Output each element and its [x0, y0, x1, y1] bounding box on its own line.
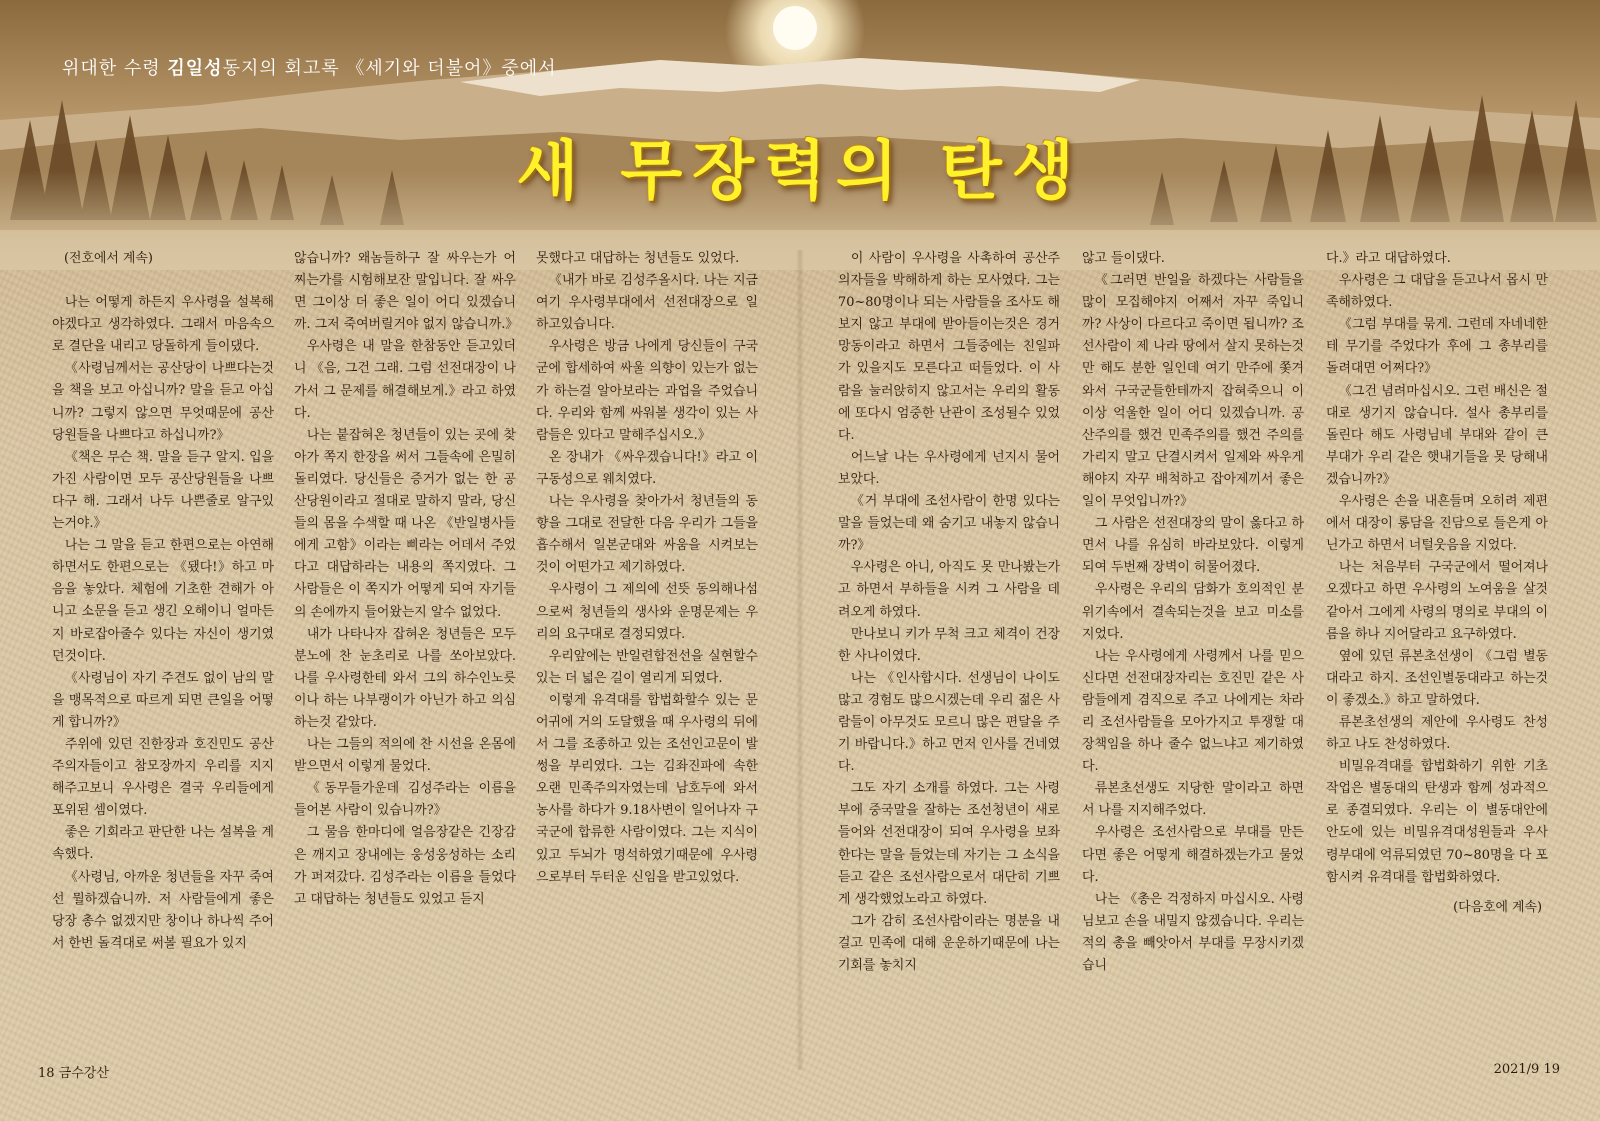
- paragraph: 《사령님이 자기 주견도 없이 남의 말을 맹목적으로 따르게 되면 큰일을 어떻게 합니까?》: [52, 670, 274, 730]
- paragraph: 우사령이 그 제의에 선뜻 동의해나섬으로써 청년들의 생사와 운명문제는 우리의 요구대로 결정되였다.: [536, 582, 758, 642]
- paragraph: 못했다고 대답하는 청년들도 있었다.: [536, 251, 740, 266]
- paragraph: 그 사람은 선전대장의 말이 옳다고 하면서 나를 유심히 바라보았다. 이렇게 되여 두번째 장벽이 허물어졌다.: [1082, 516, 1304, 576]
- paragraph: 나는 처음부터 구국군에서 떨어져나오겠다고 하면 우사령의 노여움을 살것 같아서 그에게 사령의 명의로 부대의 이름을 하나 지어달라고 요구하였다.: [1326, 560, 1548, 642]
- footer-left: [38, 1062, 109, 1081]
- text-column-5: [1082, 248, 1304, 977]
- paragraph: 이렇게 유격대를 합법화할수 있는 문어귀에 거의 도달했을 때 우사령의 뒤에서 그를 조종하고 있는 조선인고문이 발썽을 부리였다. 그는 김좌진파에 속한 오랜 민족주의자였는데 남호두에 와서 농사를 하다가 9.18사변이 일어나자 구국군에 합류한 사람이였다. 그는 지식이 있고 두뇌가 명석하였기때문에 우사령으로부터 두터운 신임을 받고있었다.: [536, 692, 758, 885]
- subtitle-name: 김일성: [167, 58, 223, 79]
- paragraph: 주위에 있던 진한장과 호진민도 공산주의자들이고 참모장까지 우리를 지지해주고보니 우사령은 결국 우리들에게 포위된 셈이였다.: [52, 736, 274, 819]
- paragraph: 《책은 무슨 책. 말을 듣구 알지. 입을 가진 사람이면 모두 공산당원들을 나쁘다구 해. 그래서 나두 나쁜줄로 알구있는거야.》: [52, 449, 274, 532]
- footer-right: [1494, 1062, 1560, 1077]
- paragraph: 《거 부대에 조선사람이 한명 있다는 말을 들었는데 왜 숨기고 내놓지 않습니까?》: [838, 494, 1060, 554]
- paragraph: 《그럼 부대를 묶게. 그런데 자네네한테 무기를 주었다가 후에 그 총부리를 돌려대면 어쩌다?》: [1326, 317, 1548, 377]
- paragraph: 류본초선생도 지당한 말이라고 하면서 나를 지지해주었다.: [1082, 781, 1304, 819]
- paragraph: 《사령님께서는 공산당이 나쁘다는것을 책을 보고 아십니까? 말을 듣고 아십니까? 그렇지 않으면 무엇때문에 공산당원들을 나쁘다고 하십니까?》: [52, 361, 274, 443]
- paragraph: 나는 어떻게 하든지 우사령을 설복해야겠다고 생각하였다. 그래서 마음속으로 결단을 내리고 당돌하게 들이댔다.: [52, 295, 274, 355]
- continuation-note: (전호에서 계속): [64, 251, 153, 266]
- paragraph: 우사령은 방금 나에게 당신들이 구국군에 합세하여 싸울 의향이 있는가 없는가 하는걸 알아보라는 과업을 주었습니다. 우리와 함께 싸워볼 생각이 있는 사람들은 있다고 말해주십시오.》: [536, 339, 758, 443]
- paragraph: 나는 그 말을 듣고 한편으로는 아연해하면서도 한편으로는 《됐다!》하고 마음을 놓았다. 체험에 기초한 견해가 아니고 소문을 듣고 생긴 오해이니 얼마든지 바로잡아줄수 있다는 자신이 생기였던것이다.: [52, 538, 274, 664]
- paragraph: 류본초선생의 제안에 우사령도 찬성하고 나도 찬성하였다.: [1326, 714, 1548, 753]
- paragraph: 《사령님, 아까운 청년들을 자꾸 죽여선 뭘하겠습니까. 저 사람들에게 좋은 당장 총수 없겠지만 창이나 하나씩 주어서 한번 돌격대로 써볼 필요가 있지: [52, 869, 274, 951]
- memoir-subtitle: [62, 54, 557, 80]
- text-column-4: [838, 248, 1060, 977]
- paragraph: 우리앞에는 반일련합전선을 실현할수 있는 더 넓은 길이 열리게 되였다.: [536, 648, 758, 686]
- paragraph: 우사령은 조선사람으로 부대를 만든다면 좋은 어떻게 해결하겠는가고 물었다.: [1082, 825, 1304, 885]
- paragraph: 온 장내가 《싸우겠습니다!》라고 이구동성으로 웨치였다.: [536, 449, 758, 487]
- issue-date: 2021/9: [1493, 1062, 1540, 1077]
- paragraph: 그도 자기 소개를 하였다. 그는 사령부에 중국말을 잘하는 조선청년이 새로 들어와 선전대장이 되여 우사령을 보좌한다는 말을 들었는데 자기는 그 소식을 듣고 같은 조선사람으로서 대단히 기쁘게 생각했었노라고 하였다.: [838, 781, 1060, 907]
- paragraph: 《내가 바로 김성주올시다. 나는 지금 여기 우사령부대에서 선전대장으로 일하고있습니다.: [536, 273, 758, 333]
- paragraph: 그가 감히 조선사람이라는 명분을 내걸고 민족에 대해 운운하기때문에 나는 기회를 놓치지: [838, 913, 1060, 973]
- article-title: 새 무장력의 탄생: [516, 135, 1084, 209]
- page-number-right: 19: [1543, 1062, 1560, 1077]
- paragraph: 우사령은 아니, 아직도 못 만나봤는가고 하면서 부하들을 시켜 그 사람을 데려오게 하였다.: [838, 560, 1060, 620]
- page-number-left: 18: [38, 1066, 55, 1081]
- page-gutter: [796, 250, 804, 1070]
- paragraph: 나는 그들의 적의에 찬 시선을 온몸에 받으면서 이렇게 물었다.: [294, 737, 516, 775]
- paragraph: 《동무들가운데 김성주라는 이름을 들어본 사람이 있습니까?》: [294, 781, 516, 819]
- paragraph: 좋은 기회라고 판단한 나는 설복을 계속했다.: [52, 825, 274, 863]
- paragraph: 어느날 나는 우사령에게 넌지시 물어보았다.: [838, 449, 1060, 487]
- text-column-1: [52, 248, 274, 955]
- paragraph: 우사령은 내 말을 한참동안 듣고있더니 《음, 그건 그래. 그럼 선전대장이 나가서 그 문제를 해결해보게.》라고 하였다.: [294, 339, 516, 421]
- magazine-name: 금수강산: [58, 1066, 109, 1081]
- paragraph: 비밀유격대를 합법화하기 위한 기초작업은 별동대의 탄생과 함께 성과적으로 종결되였다. 우리는 이 별동대안에 안도에 있는 비밀유격대성원들과 우사령부대에 억류되였던 70~80명을 다 포함시켜 유격대를 합법화하였다.: [1326, 759, 1548, 885]
- subtitle-suffix: 동지의 회고록 《세기와 더불어》중에서: [222, 58, 557, 79]
- paragraph: 우사령은 그 대답을 듣고나서 몹시 만족해하였다.: [1326, 273, 1548, 311]
- paragraph: 《그건 념려마십시오. 그런 배신은 절대로 생기지 않습니다. 설사 총부리를 돌린다 해도 사령님네 부대와 같이 큰 부대가 우리 같은 햇내기들을 못 당해내겠습니까?》: [1326, 383, 1548, 487]
- paragraph: 이 사람이 우사령을 사촉하여 공산주의자들을 박해하게 하는 모사였다. 그는 70~80명이나 되는 사람들을 조사도 해보지 않고 부대에 받아들이는것은 경거망동이라고 하면서 그들중에는 친일파가 있을지도 모른다고 떠들었다. 이 사람을 눌러앉히지 않고서는 우리의 활동에 또다시 엄중한 난관이 조성될수 있었다.: [838, 251, 1060, 443]
- paragraph: 나는 붙잡혀온 청년들이 있는 곳에 찾아가 쪽지 한장을 써서 그들속에 은밀히 돌리였다. 당신들은 증거가 없는 한 공산당원이라고 절대로 말하지 말라, 당신들의 몸을 수색할 때 나온 《반일병사들에게 고함》이라는 삐라는 어데서 주었다고 대답하라는 내용의 쪽지였다. 그 사람들은 이 쪽지가 어떻게 되여 자기들의 손에까지 들어왔는지 알수 없었다.: [294, 427, 516, 620]
- paragraph: 않습니까? 왜놈들하구 잘 싸우는가 어찌는가를 시험해보잔 말입니다. 잘 싸우면 그이상 더 좋은 일이 어디 있겠습니까. 그저 죽여버릴거야 없지 않습니까.》: [294, 251, 519, 333]
- to-be-continued-note: (다음호에 계속): [1453, 899, 1542, 915]
- text-column-6: [1326, 248, 1548, 919]
- header-banner: [0, 0, 1600, 270]
- paragraph: 다.》라고 대답하였다.: [1326, 251, 1451, 266]
- paragraph: 옆에 있던 류본초선생이 《그럼 별동대라고 하지. 조선인별동대라고 하는것이 좋겠소.》하고 말하였다.: [1326, 648, 1548, 708]
- text-column-2: [294, 248, 519, 911]
- paragraph: 우사령은 우리의 담화가 호의적인 분위기속에서 결속되는것을 보고 미소를 지었다.: [1082, 582, 1304, 642]
- text-column-3: [536, 248, 758, 889]
- paragraph: 나는 우사령을 찾아가서 청년들의 동향을 그대로 전달한 다음 우리가 그들을 흡수해서 일본군대와 싸움을 시켜보는것이 어떤가고 제기하였다.: [536, 494, 758, 576]
- paragraph: 않고 들이댔다.: [1082, 251, 1165, 266]
- subtitle-prefix: 위대한 수령: [62, 58, 168, 79]
- paragraph: 그 물음 한마디에 얼음장같은 긴장감은 깨지고 장내에는 웅성웅성하는 소리가 퍼져갔다. 김성주라는 이름을 들었다고 대답하는 청년들도 있었고 듣지: [294, 825, 516, 907]
- paragraph: 나는 《인사합시다. 선생님이 나이도 많고 경험도 많으시겠는데 우리 젊은 사람들이 아무것도 모르니 많은 편달을 주기 바랍니다.》하고 먼저 인사를 건네였다.: [838, 670, 1060, 775]
- paragraph: 나는 우사령에게 사령께서 나를 믿으신다면 선전대장자리는 호진민 같은 사람들에게 겸직으로 주고 나에게는 차라리 조선사람들을 모아가지고 투쟁할 대장책임을 하나 줄수 없느냐고 제기하였다.: [1082, 648, 1304, 775]
- paragraph: 만나보니 키가 무척 크고 체격이 건장한 사나이였다.: [838, 626, 1060, 664]
- paragraph: 《그러면 반일을 하겠다는 사람들을 많이 모집해야지 어째서 자꾸 죽입니까? 사상이 다르다고 죽이면 됩니까? 조선사람이 제 나라 땅에서 살지 못하는것만 해도 분한 일인데 여기 만주에 쫓겨와서 구국군들한테까지 잡혀죽으니 이 이상 억울한 일이 어디 있겠습니까. 공산주의를 했건 민족주의를 했건 주의를 가리지 말고 단결시켜서 일제와 싸우게 해야지 자꾸 배척하고 잡아제끼서 좋은 일이 무엇입니까?》: [1082, 273, 1304, 510]
- paragraph: 내가 나타나자 잡혀온 청년들은 모두 분노에 찬 눈초리로 나를 쏘아보았다. 나를 우사령한테 와서 그의 하수인노릇이나 하는 나부랭이가 아닌가 하고 의심하는것 같았다.: [294, 626, 516, 730]
- paragraph: 우사령은 손을 내흔들며 오히려 제편에서 대장이 롱담을 진담으로 들은게 아닌가고 하면서 너털웃음을 지었다.: [1326, 494, 1548, 554]
- paragraph: 나는 《총은 걱정하지 마십시오. 사령님보고 손을 내밀지 않겠습니다. 우리는 적의 총을 빼앗아서 부대를 무장시키겠습니: [1082, 891, 1304, 973]
